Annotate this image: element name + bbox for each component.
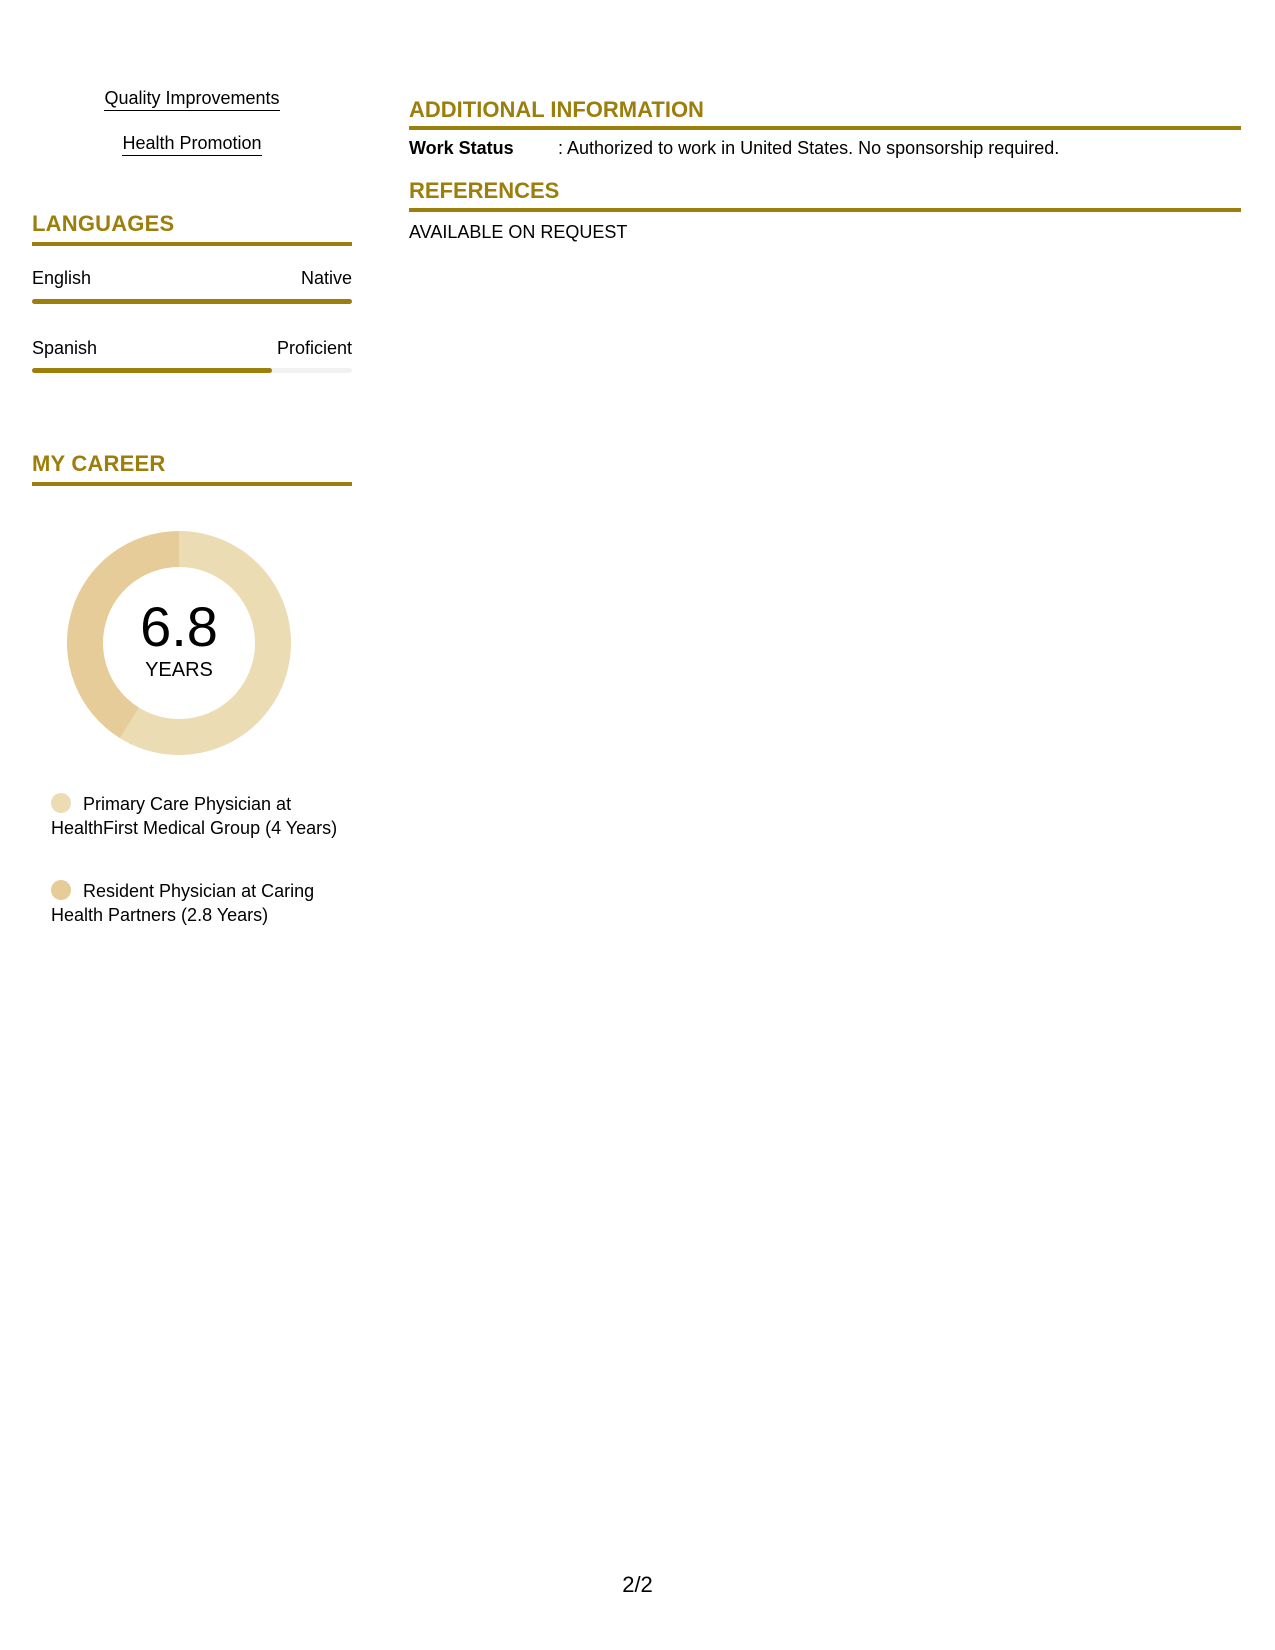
page-number: 2/2 — [622, 1572, 653, 1597]
language-name: Spanish — [32, 338, 98, 358]
career-legend-item — [51, 792, 341, 840]
donut-center — [66, 530, 292, 756]
language-level: Native — [300, 268, 352, 288]
legend-label: Resident Physician at Caring Health Partners (2.8 Years) — [51, 881, 315, 925]
legend-dot-icon — [51, 880, 71, 900]
languages-rule — [32, 242, 352, 246]
language-bar-english — [32, 299, 352, 304]
skill-label: Health Promotion — [122, 133, 261, 156]
skill-label: Quality Improvements — [104, 88, 279, 111]
additional-information-rule — [409, 126, 1241, 130]
language-row-english — [32, 268, 352, 289]
career-donut-chart — [66, 530, 292, 756]
language-row-spanish — [32, 338, 352, 359]
language-bar-spanish — [32, 368, 352, 373]
additional-information-heading: ADDITIONAL INFORMATION — [409, 97, 704, 122]
references-heading: REFERENCES — [409, 178, 560, 203]
legend-label: Primary Care Physician at HealthFirst Medical Group (4 Years) — [51, 794, 338, 838]
language-name: English — [32, 268, 92, 288]
work-status-label: Work Status — [409, 138, 514, 158]
career-total-value: 6.8 — [140, 594, 218, 658]
references-text: AVAILABLE ON REQUEST — [409, 222, 628, 242]
language-level: Proficient — [276, 338, 352, 358]
language-bar-fill — [32, 368, 272, 373]
language-bar-fill — [32, 299, 352, 304]
languages-heading: LANGUAGES — [32, 211, 175, 236]
career-heading: MY CAREER — [32, 451, 166, 476]
work-status-value: : Authorized to work in United States. No sponsorship required. — [558, 138, 1060, 158]
legend-dot-icon — [51, 793, 71, 813]
career-rule — [32, 482, 352, 486]
references-rule — [409, 208, 1241, 212]
skill-item — [32, 133, 352, 154]
skill-item — [32, 88, 352, 109]
career-total-unit: YEARS — [145, 658, 213, 681]
career-legend-item — [51, 879, 341, 927]
